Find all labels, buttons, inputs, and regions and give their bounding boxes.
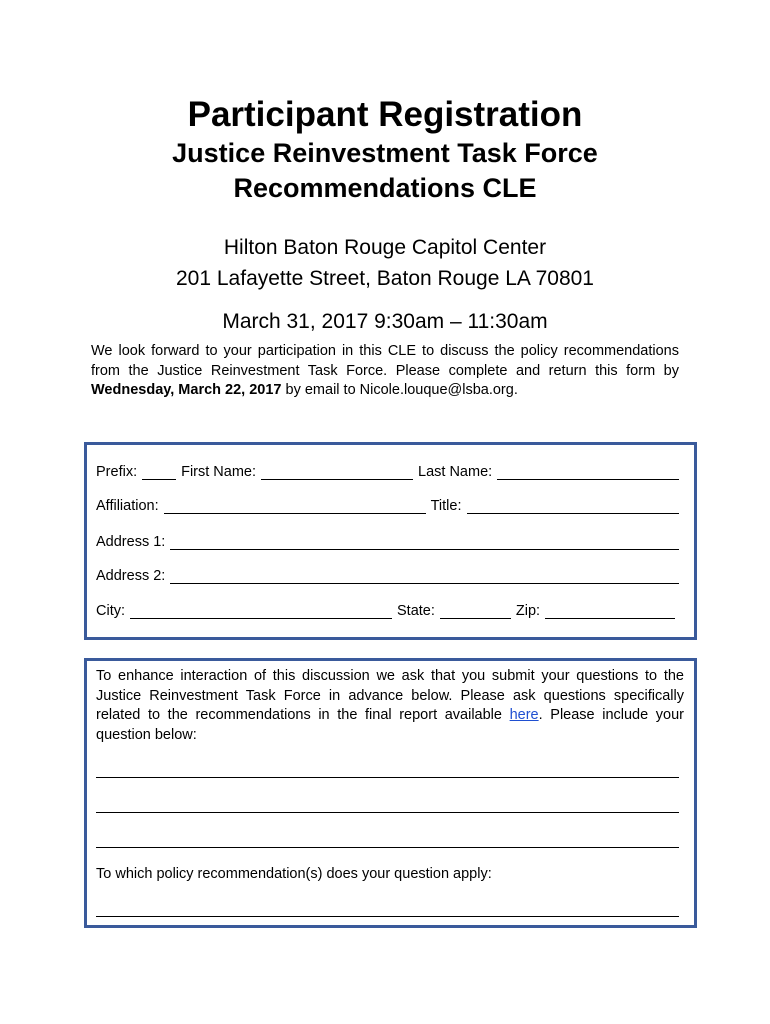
event-datetime: March 31, 2017 9:30am – 11:30am xyxy=(222,310,548,333)
questions-paragraph xyxy=(96,667,684,745)
questions-text: To enhance interaction of this discussion we ask that you submit your questions to the Justice Reinvestment Task Force in advance below. Please ask questions specifically related to the recommendations in the final report available xyxy=(96,668,684,723)
city-label: City: xyxy=(96,603,125,619)
venue-name: Hilton Baton Rouge Capitol Center xyxy=(223,236,547,259)
apply-label: To which policy recommendation(s) does your question apply: xyxy=(96,866,492,882)
last-name-field[interactable] xyxy=(497,464,679,480)
address1-label: Address 1: xyxy=(96,534,166,550)
deadline-text: Wednesday, March 22, 2017 xyxy=(91,382,282,398)
affiliation-label: Affiliation: xyxy=(96,498,159,514)
intro-text-end: by email to Nicole.louque@lsba.org. xyxy=(281,382,518,398)
title-label: Title: xyxy=(430,498,462,514)
affiliation-row xyxy=(96,496,679,514)
first-name-field[interactable] xyxy=(261,464,413,480)
question-line-2[interactable] xyxy=(96,812,679,813)
address1-row xyxy=(96,532,679,550)
page-title: Participant Registration xyxy=(187,95,583,134)
prefix-field[interactable] xyxy=(142,464,176,480)
address2-row xyxy=(96,566,679,584)
apply-line[interactable] xyxy=(96,916,679,917)
page-subtitle-line2: Recommendations CLE xyxy=(233,173,537,203)
question-line-3[interactable] xyxy=(96,847,679,848)
prefix-label: Prefix: xyxy=(96,464,138,480)
address2-field[interactable] xyxy=(170,568,679,584)
intro-paragraph xyxy=(91,342,679,401)
city-row xyxy=(96,601,679,619)
intro-text: We look forward to your participation in this CLE to discuss the policy recommendations from the Justice Reinvestment Task Force. Please complete and return this form by xyxy=(91,343,679,379)
page-subtitle-line1: Justice Reinvestment Task Force xyxy=(172,138,598,168)
first-name-label: First Name: xyxy=(181,464,257,480)
address2-label: Address 2: xyxy=(96,568,166,584)
state-field[interactable] xyxy=(440,603,511,619)
last-name-label: Last Name: xyxy=(418,464,493,480)
report-link[interactable]: here xyxy=(509,707,539,723)
address1-field[interactable] xyxy=(170,534,679,550)
affiliation-field[interactable] xyxy=(164,498,426,514)
venue-address: 201 Lafayette Street, Baton Rouge LA 70801 xyxy=(176,267,594,290)
zip-label: Zip: xyxy=(515,603,541,619)
city-field[interactable] xyxy=(130,603,392,619)
name-row xyxy=(96,462,679,480)
title-field[interactable] xyxy=(467,498,680,514)
state-label: State: xyxy=(397,603,435,619)
questions-text-end: . Please include your question below: xyxy=(96,707,685,743)
question-line-1[interactable] xyxy=(96,777,679,778)
zip-field[interactable] xyxy=(545,603,675,619)
